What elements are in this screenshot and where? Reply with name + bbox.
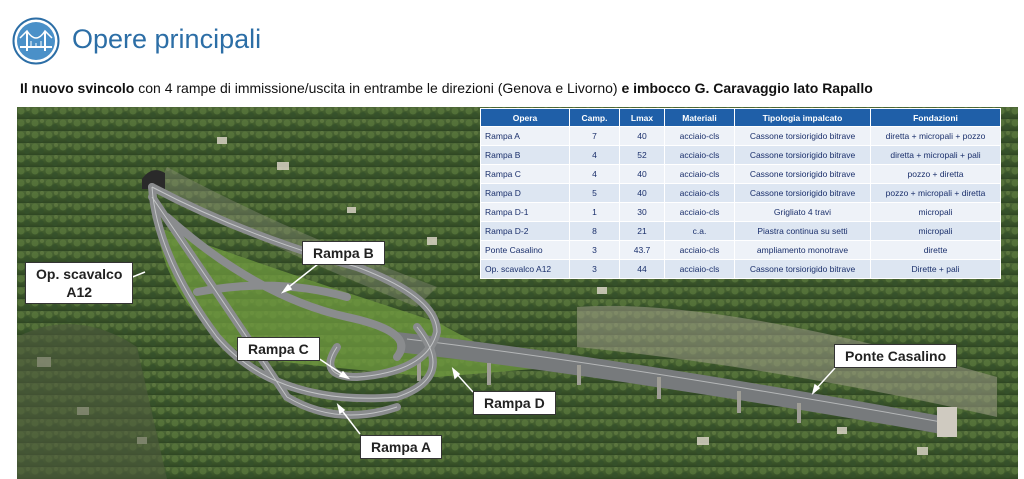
table-cell: 3 (570, 241, 620, 260)
page-title: Opere principali (72, 24, 262, 54)
callout-rampa-a: Rampa A (360, 435, 442, 459)
table-cell: micropali (871, 222, 1001, 241)
table-cell: acciaio-cls (665, 260, 735, 279)
table-cell: 1 (570, 203, 620, 222)
table-row (481, 203, 1001, 222)
bridge-icon (12, 17, 60, 65)
table-cell: Cassone torsiorigido bitrave (735, 165, 871, 184)
table-cell: 40 (620, 165, 665, 184)
subtitle-normal: con 4 rampe di immissione/uscita in entrambe le direzioni (Genova e Livorno) (134, 80, 622, 96)
table-cell: Cassone torsiorigido bitrave (735, 127, 871, 146)
table-cell: Rampa A (481, 127, 570, 146)
table-cell: 40 (620, 127, 665, 146)
table-row (481, 127, 1001, 146)
table-cell: Cassone torsiorigido bitrave (735, 184, 871, 203)
table-cell: Rampa D (481, 184, 570, 203)
table-cell: Rampa D-2 (481, 222, 570, 241)
table-cell: Rampa D-1 (481, 203, 570, 222)
table-cell: Rampa C (481, 165, 570, 184)
table-cell: diretta + micropali + pali (871, 146, 1001, 165)
table-cell: Op. scavalco A12 (481, 260, 570, 279)
table-cell: 30 (620, 203, 665, 222)
subtitle-bold-start: Il nuovo svincolo (20, 80, 135, 96)
table-header-row (481, 109, 1001, 127)
table-cell: 4 (570, 165, 620, 184)
table-cell: acciaio-cls (665, 241, 735, 260)
table-cell: Dirette + pali (871, 260, 1001, 279)
callout-rampa-d: Rampa D (473, 391, 556, 415)
table-cell: Cassone torsiorigido bitrave (735, 260, 871, 279)
table-cell: micropali (871, 203, 1001, 222)
table-cell: 8 (570, 222, 620, 241)
callout-op-scavalco: Op. scavalco A12 (25, 262, 133, 304)
table-cell: Ponte Casalino (481, 241, 570, 260)
table-cell: acciaio-cls (665, 165, 735, 184)
table-cell: pozzo + micropali + diretta (871, 184, 1001, 203)
table-cell: Grigliato 4 travi (735, 203, 871, 222)
table-cell: c.a. (665, 222, 735, 241)
table-cell: 7 (570, 127, 620, 146)
column-header: Fondazioni (871, 109, 1001, 127)
table-cell: diretta + micropali + pozzo (871, 127, 1001, 146)
table-cell: 5 (570, 184, 620, 203)
table-cell: 44 (620, 260, 665, 279)
table-cell: Cassone torsiorigido bitrave (735, 146, 871, 165)
table-cell: 40 (620, 184, 665, 203)
table-cell: acciaio-cls (665, 127, 735, 146)
table-cell: Rampa B (481, 146, 570, 165)
table-cell: 43.7 (620, 241, 665, 260)
table-cell: 52 (620, 146, 665, 165)
column-header: Tipologia impalcato (735, 109, 871, 127)
table-row (481, 184, 1001, 203)
opere-table (480, 108, 1001, 279)
page-subtitle (20, 80, 873, 96)
table-cell: acciaio-cls (665, 203, 735, 222)
table-cell: Piastra continua su setti (735, 222, 871, 241)
subtitle-bold-end: e imbocco G. Caravaggio lato Rapallo (621, 80, 873, 96)
table-cell: ampliamento monotrave (735, 241, 871, 260)
column-header: Camp. (570, 109, 620, 127)
table-cell: 3 (570, 260, 620, 279)
table-row (481, 222, 1001, 241)
table-cell: 4 (570, 146, 620, 165)
table-row (481, 165, 1001, 184)
table-row (481, 260, 1001, 279)
table-cell: acciaio-cls (665, 184, 735, 203)
column-header: Materiali (665, 109, 735, 127)
callout-rampa-c: Rampa C (237, 337, 320, 361)
table-cell: 21 (620, 222, 665, 241)
table-cell: dirette (871, 241, 1001, 260)
column-header: Lmax (620, 109, 665, 127)
table-row (481, 241, 1001, 260)
table-cell: pozzo + diretta (871, 165, 1001, 184)
table-cell: acciaio-cls (665, 146, 735, 165)
callout-ponte-casalino: Ponte Casalino (834, 344, 957, 368)
callout-rampa-b: Rampa B (302, 241, 385, 265)
table-row (481, 146, 1001, 165)
column-header: Opera (481, 109, 570, 127)
